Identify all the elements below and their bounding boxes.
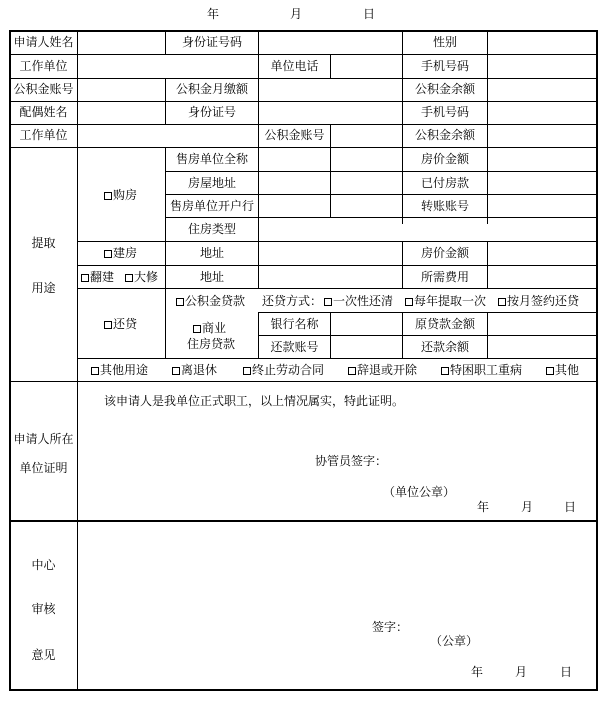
unit-cert-year: 年 [477, 500, 490, 514]
grid-line [258, 147, 259, 218]
grid-line [9, 520, 597, 522]
grid-line [9, 124, 597, 125]
id-number-label: 身份证号码 [181, 35, 242, 49]
rebuild-label: 翻建 [90, 270, 115, 284]
header-day: 日 [363, 7, 376, 21]
grid-line [9, 147, 597, 148]
mobile-label: 手机号码 [420, 59, 469, 73]
spouse-fund-balance-label: 公积金余额 [414, 128, 475, 142]
spouse-work-unit-label: 工作单位 [19, 128, 68, 142]
retire-option[interactable] [172, 363, 217, 377]
fund-loan-label: 公积金贷款 [185, 294, 246, 308]
other-purpose-label: 其他用途 [100, 363, 149, 377]
grid-line [9, 78, 597, 79]
house-price-label: 房价金额 [420, 152, 469, 166]
grid-line [487, 30, 488, 224]
grid-line [165, 171, 597, 172]
checkbox[interactable] [243, 367, 251, 375]
border-bottom [9, 689, 597, 691]
method-lump-sum-label: 一次性还清 [333, 294, 394, 308]
center-label-3: 意见 [31, 648, 56, 662]
checkbox[interactable] [91, 367, 99, 375]
grid-line [77, 30, 78, 691]
unit-cert-label-1: 申请人所在 [13, 432, 74, 446]
grid-line [258, 30, 259, 54]
seller-account-label: 售房单位开户行 [169, 199, 254, 213]
commercial-label-2: 住房贷款 [187, 337, 236, 351]
contract-end-label: 终止劳动合同 [252, 363, 325, 377]
build-label: 建房 [113, 246, 138, 260]
transfer-account-label: 转账账号 [420, 199, 469, 213]
checkbox[interactable] [125, 274, 133, 282]
header-month: 月 [290, 7, 303, 21]
grid-line [77, 358, 597, 359]
house-type-label: 住房类型 [187, 222, 236, 236]
retire-label: 离退休 [181, 363, 218, 377]
work-unit-label: 工作单位 [19, 59, 68, 73]
center-year: 年 [471, 665, 484, 679]
build-price-label: 房价金额 [420, 246, 469, 260]
checkbox[interactable] [104, 250, 112, 258]
contract-end-option[interactable] [243, 363, 324, 377]
grid-line [258, 78, 259, 124]
method-yearly-option[interactable] [405, 294, 486, 308]
dismissed-label: 辞退或开除 [357, 363, 418, 377]
method-monthly-option[interactable] [498, 294, 579, 308]
grid-line [487, 241, 488, 288]
purpose-label-top: 提取 [31, 236, 56, 250]
monthly-deposit-label: 公积金月缴额 [175, 82, 248, 96]
checkbox[interactable] [348, 367, 356, 375]
other-label: 其他 [555, 363, 580, 377]
grid-line [330, 147, 331, 218]
seller-name-label: 售房单位全称 [175, 152, 248, 166]
grid-line [77, 241, 597, 242]
center-label-2: 审核 [31, 602, 56, 616]
purpose-label-bottom: 用途 [31, 281, 56, 295]
loan-balance-label: 还款余额 [420, 340, 469, 354]
method-monthly-label: 按月签约还贷 [507, 294, 580, 308]
repay-option[interactable] [104, 317, 137, 331]
paid-amount-label: 已付房款 [420, 176, 469, 190]
grid-line [9, 101, 597, 102]
build-address-label: 地址 [199, 246, 224, 260]
grid-line [487, 312, 488, 358]
grid-line [165, 217, 597, 218]
grid-line [9, 54, 597, 55]
checkbox[interactable] [546, 367, 554, 375]
renovate-cost-label: 所需费用 [420, 270, 469, 284]
purchase-label: 购房 [113, 188, 138, 202]
repay-label: 还贷 [113, 317, 138, 331]
build-option[interactable] [104, 246, 137, 260]
center-day: 日 [560, 665, 573, 679]
spouse-name-label: 配偶姓名 [19, 105, 68, 119]
checkbox[interactable] [176, 298, 184, 306]
method-yearly-label: 每年提取一次 [414, 294, 487, 308]
checkbox[interactable] [81, 274, 89, 282]
checkbox[interactable] [441, 367, 449, 375]
checkbox[interactable] [324, 298, 332, 306]
grid-line [258, 217, 259, 241]
grid-line [258, 335, 597, 336]
unit-seal-label: （单位公章） [383, 485, 456, 499]
unit-cert-month: 月 [521, 500, 534, 514]
grid-line [77, 265, 597, 266]
checkbox[interactable] [193, 325, 201, 333]
checkbox[interactable] [498, 298, 506, 306]
unit-phone-label: 单位电话 [270, 59, 319, 73]
border-right [596, 30, 598, 691]
other-purpose-option[interactable] [91, 363, 148, 377]
center-sign-label: 签字： [372, 620, 409, 634]
house-address-label: 房屋地址 [187, 176, 236, 190]
other-option[interactable] [546, 363, 579, 377]
grid-line [77, 288, 597, 289]
grid-line [258, 241, 259, 288]
center-label-1: 中心 [31, 558, 56, 572]
applicant-name-label: 申请人姓名 [13, 35, 74, 49]
fund-loan-option[interactable] [176, 294, 245, 308]
gender-label: 性别 [432, 35, 457, 49]
center-month: 月 [515, 665, 528, 679]
renovate-option[interactable] [81, 270, 114, 284]
bank-name-label: 银行名称 [270, 317, 319, 331]
border-top [9, 30, 597, 32]
center-seal-label: （公章） [430, 634, 479, 648]
grid-line [165, 194, 597, 195]
repay-account-label: 还款账号 [270, 340, 319, 354]
hardship-label: 特困职工重病 [450, 363, 523, 377]
hardship-option[interactable] [441, 363, 522, 377]
renovate-address-label: 地址 [199, 270, 224, 284]
method-lump-sum-option[interactable] [324, 294, 393, 308]
checkbox[interactable] [172, 367, 180, 375]
unit-cert-label-2: 单位证明 [19, 461, 68, 475]
checkbox[interactable] [104, 321, 112, 329]
spouse-id-label: 身份证号 [187, 105, 236, 119]
grid-line [258, 312, 597, 313]
grid-line [330, 124, 331, 147]
purchase-option[interactable] [104, 188, 137, 202]
repay-method-label: 还贷方式： [262, 294, 323, 308]
spouse-fund-account-label: 公积金账号 [264, 128, 325, 142]
checkbox[interactable] [104, 192, 112, 200]
grid-line [330, 312, 331, 358]
commercial-label-1: 商业 [202, 321, 227, 335]
grid-line [330, 54, 331, 78]
grid-line [9, 381, 597, 382]
admin-sign-label: 协管员签字： [315, 454, 388, 468]
header-year: 年 [207, 7, 220, 21]
spouse-mobile-label: 手机号码 [420, 105, 469, 119]
fund-account-label: 公积金账号 [13, 82, 74, 96]
fund-balance-label: 公积金余额 [414, 82, 475, 96]
unit-cert-statement: 该申请人是我单位正式职工，以上情况属实，特此证明。 [104, 394, 405, 408]
original-loan-label: 原贷款金额 [414, 317, 475, 331]
repair-option[interactable] [125, 270, 158, 284]
checkbox[interactable] [405, 298, 413, 306]
dismissed-option[interactable] [348, 363, 417, 377]
repair-label: 大修 [134, 270, 159, 284]
unit-cert-day: 日 [564, 500, 577, 514]
commercial-loan-option[interactable] [193, 321, 226, 335]
